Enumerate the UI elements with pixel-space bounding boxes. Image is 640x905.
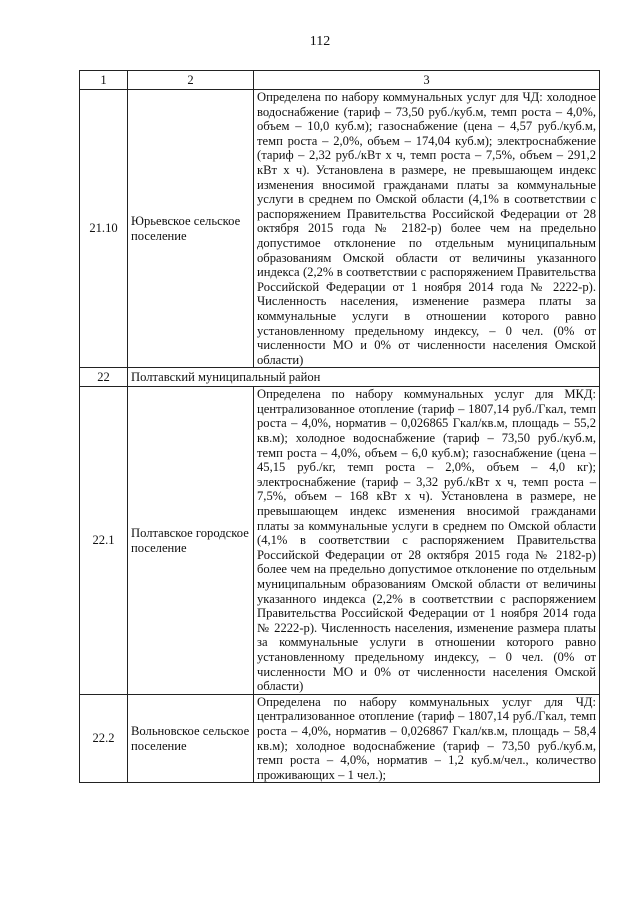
row-description [254,694,600,783]
row-description: Определена по набору коммунальных услуг для МКД: централизованное отопление (тариф – 1807,14 руб./Гкал, темп роста – 4,0%, норматив – 0,026865 Гкал/кв.м, площадь – 55,2 кв.м); холодное водоснабжение (тариф – 73,50 руб./куб.м, темп роста – 4,0%, объем – 6,0 куб.м); газоснабжение (цена – 45,15 руб./кг, темп роста – 2,0%, объем – 4,0 кг); электроснабжение (тариф – 3,32 руб./кВт х ч, темп роста – 7,5%, объем – 168 кВт х ч). Установлена в размере, не превышающем индекс изменения вносимой гражданами платы за коммунальные услуги в среднем по Омской области (4,1% в соответствии с распоряжением Правительства Российской Федерации от 28 октября 2015 года № 2182-р) более чем на предельно допустимое отклонение по отдельным муниципальным образованиям Омской области от величины указанного индекса (2,2% в соответствии с распоряжением Правительства Российской Федерации от 1 ноября 2014 года № 2222-р). Численность населения, изменение размера платы за коммунальные услуги в отношении которого равно установленному предельному индексу, – 0 чел. (0% от численности МО и 0% от численности населения Омской области) [254,387,600,694]
table-row [80,90,600,368]
district-name: Полтавский муниципальный район [128,368,600,387]
table-header-row [80,71,600,90]
settlement-name: Вольновское сельское поселение [128,694,254,783]
header-col-3: 3 [254,71,600,90]
settlement-name: Полтавское городское поселение [128,387,254,694]
row-number: 22 [80,368,128,387]
row-number: 22.2 [80,694,128,783]
settlement-name: Юрьевское сельское поселение [128,90,254,368]
table-row [80,368,600,387]
row-number: 21.10 [80,90,128,368]
header-col-1: 1 [80,71,128,90]
table-row [80,387,600,694]
row-description: Определена по набору коммунальных услуг для ЧД: холодное водоснабжение (тариф – 73,50 руб./куб.м, темп роста – 4,0%, объем – 10,0 куб.м); газоснабжение (цена – 4,57 руб./куб.м, темп роста – 2,0%, объем – 174,04 куб.м); электроснабжение (тариф – 2,32 руб./кВт х ч, темп роста – 7,5%, объем – 291,2 кВт х ч). Установлена в размере, не превышающем индекс изменения вносимой гражданами платы за коммунальные услуги в среднем по Омской области (4,1% в соответствии с распоряжением Правительства Российской Федерации от 28 октября 2015 года № 2182-р) более чем на предельно допустимое отклонение по отдельным муниципальным образованиям Омской области от величины указанного индекса (2,2% в соответствии с распоряжением Правительства Российской Федерации от 1 ноября 2014 года № 2222-р). Численность населения, изменение размера платы за коммунальные услуги в отношении которого равно установленному предельному индексу, – 0 чел. (0% от численности МО и 0% от численности населения Омской области) [254,90,600,368]
data-table [79,70,600,783]
row-number: 22.1 [80,387,128,694]
page-number: 112 [309,34,331,49]
row-description-text: Определена по набору коммунальных услуг для ЧД: централизованное отопление (тариф – 1807,14 руб./Гкал, темп роста – 4,0%, норматив – 0,026867 Гкал/кв.м, площадь – 58,4 кв.м); холодное водоснабжение (тариф – 73,50 руб./куб.м, темп роста – 4,0%, норматив – 1,2 куб.м/чел., количество проживающих – 1 чел.); [257,694,596,782]
table-row [80,694,600,783]
header-col-2: 2 [128,71,254,90]
